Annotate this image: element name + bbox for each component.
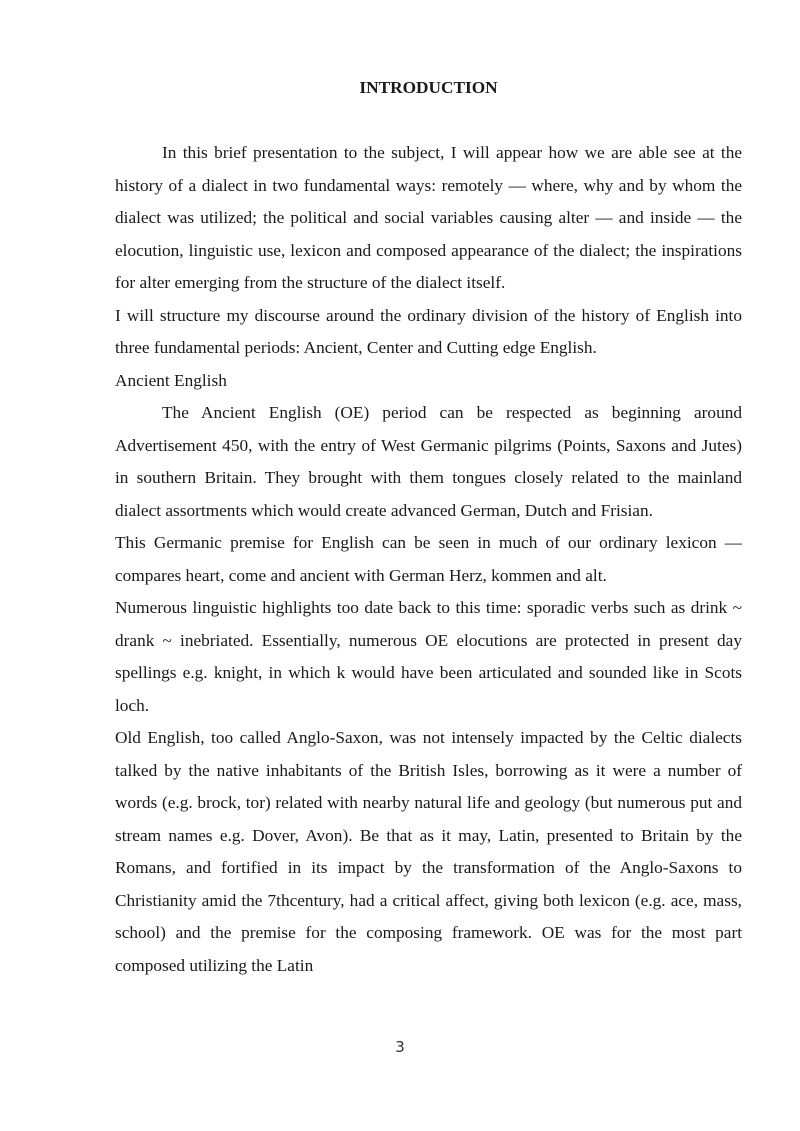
paragraph-structure: I will structure my discourse around the ordinary division of the history of English into three fundamental periods: Ancient, Center and Cutting edge English. <box>115 305 742 357</box>
page-number: 3 <box>395 1038 405 1056</box>
paragraph-ancient-english-period: The Ancient English (OE) period can be respected as beginning around Advertisement 450, with the entry of West Germanic pilgrims (Points, Saxons and Jutes) in southern Britain. They brought with them tongues closely related to the mainland dialect assortments which would create advanced German, Dutch and Frisian. <box>115 403 742 520</box>
paragraph-germanic-premise: This Germanic premise for English can be seen in much of our ordinary lexicon — compares heart, come and ancient with German Herz, kommen and alt. <box>115 533 742 585</box>
section-heading-ancient-english: Ancient English <box>115 370 227 390</box>
paragraph-linguistic-highlights: Numerous linguistic highlights too date back to this time: sporadic verbs such as drink ~ drank ~ inebriated. Essentially, numerous OE elocutions are protected in present day spellings e.g. knight, in which k would have been articulated and sounded like in Scots loch. <box>115 598 742 715</box>
page-body <box>115 72 742 982</box>
paragraph-intro: In this brief presentation to the subject, I will appear how we are able see at the history of a dialect in two fundamental ways: remotely — where, why and by whom the dialect was utilized; the political and social variables causing alter — and inside — the elocution, linguistic use, lexicon and composed appearance of the dialect; the inspirations for alter emerging from the structure of the dialect itself. <box>115 143 742 292</box>
page-title: INTRODUCTION <box>359 78 498 97</box>
paragraph-old-english-influences: Old English, too called Anglo-Saxon, was not intensely impacted by the Celtic dialects talked by the native inhabitants of the British Isles, borrowing as it were a number of words (e.g. brock, tor) related with nearby natural life and geology (but numerous put and stream names e.g. Dover, Avon). Be that as it may, Latin, presented to Britain by the Romans, and fortified in its impact by the transformation of the Anglo-Saxons to Christianity amid the 7thcentury, had a critical affect, giving both lexicon (e.g. ace, mass, school) and the premise for the composing framework. OE was for the most part composed utilizing the Latin <box>115 728 742 975</box>
title-spacer <box>115 105 742 138</box>
